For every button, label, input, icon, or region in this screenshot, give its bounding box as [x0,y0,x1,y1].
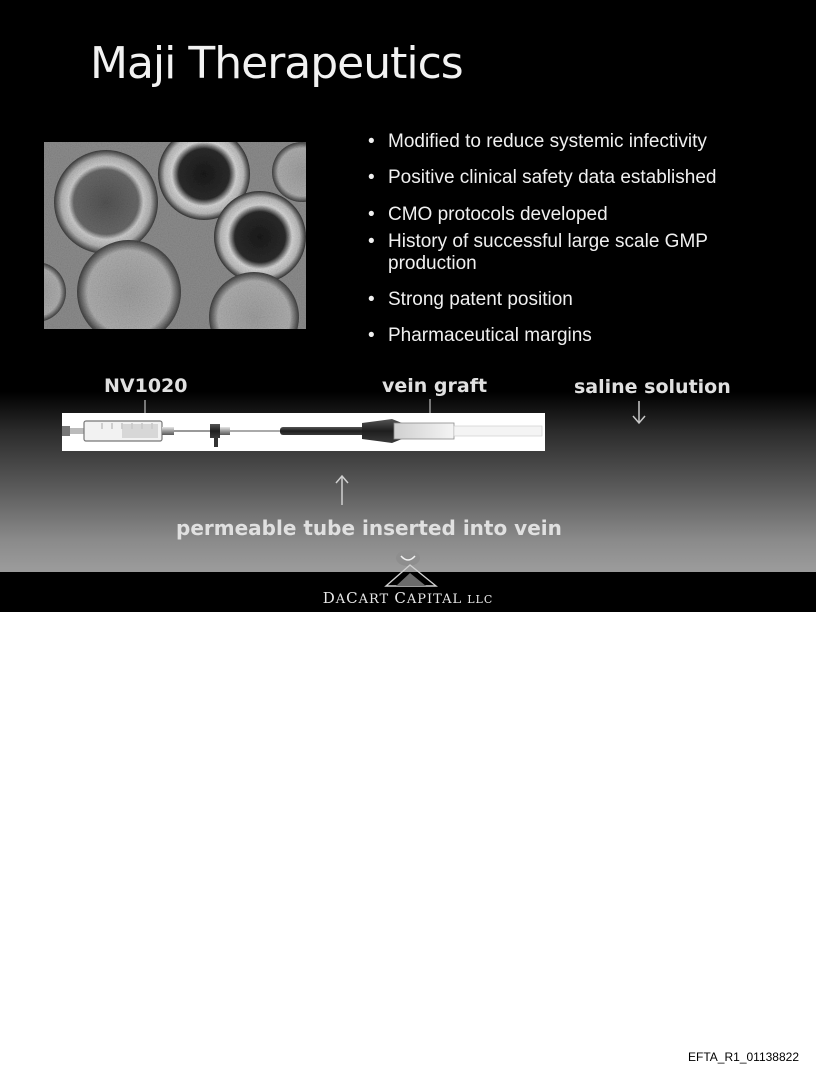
slide-title: Maji Therapeutics [90,38,463,89]
bullet-text: Strong patent position [388,289,573,310]
dacart-logo-icon [372,548,444,588]
label-nv1020: NV1020 [104,375,188,397]
bullet-item [368,204,788,226]
virus-micrograph-image [44,142,306,329]
document-id: EFTA_R1_01138822 [688,1050,799,1064]
bullet-text: Pharmaceutical margins [388,325,592,346]
arrow-down-icon [632,400,646,426]
bullet-marker: • [368,325,375,346]
bullet-marker: • [368,204,375,225]
bullet-item [368,131,788,153]
bullet-marker: • [368,167,375,188]
label-saline-solution: saline solution [574,376,731,398]
label-vein-graft: vein graft [382,375,488,397]
bullet-text: CMO protocols developed [388,204,608,225]
bullet-item [368,325,788,347]
bullet-text: History of successful large scale GMP production [388,231,708,274]
bullet-item [368,231,740,275]
bullet-marker: • [368,131,375,152]
bullet-item [368,289,788,311]
bullet-text: Modified to reduce systemic infectivity [388,131,707,152]
catheter-device-illustration [62,413,545,451]
label-permeable-tube: permeable tube inserted into vein [176,516,562,540]
footer-company-name: DACART CAPITAL LLC [322,589,494,607]
bullet-item [368,167,788,189]
bullet-text: Positive clinical safety data established [388,167,717,188]
bullet-marker: • [368,289,375,310]
arrow-up-icon [335,474,349,506]
bullet-marker: • [368,231,375,252]
